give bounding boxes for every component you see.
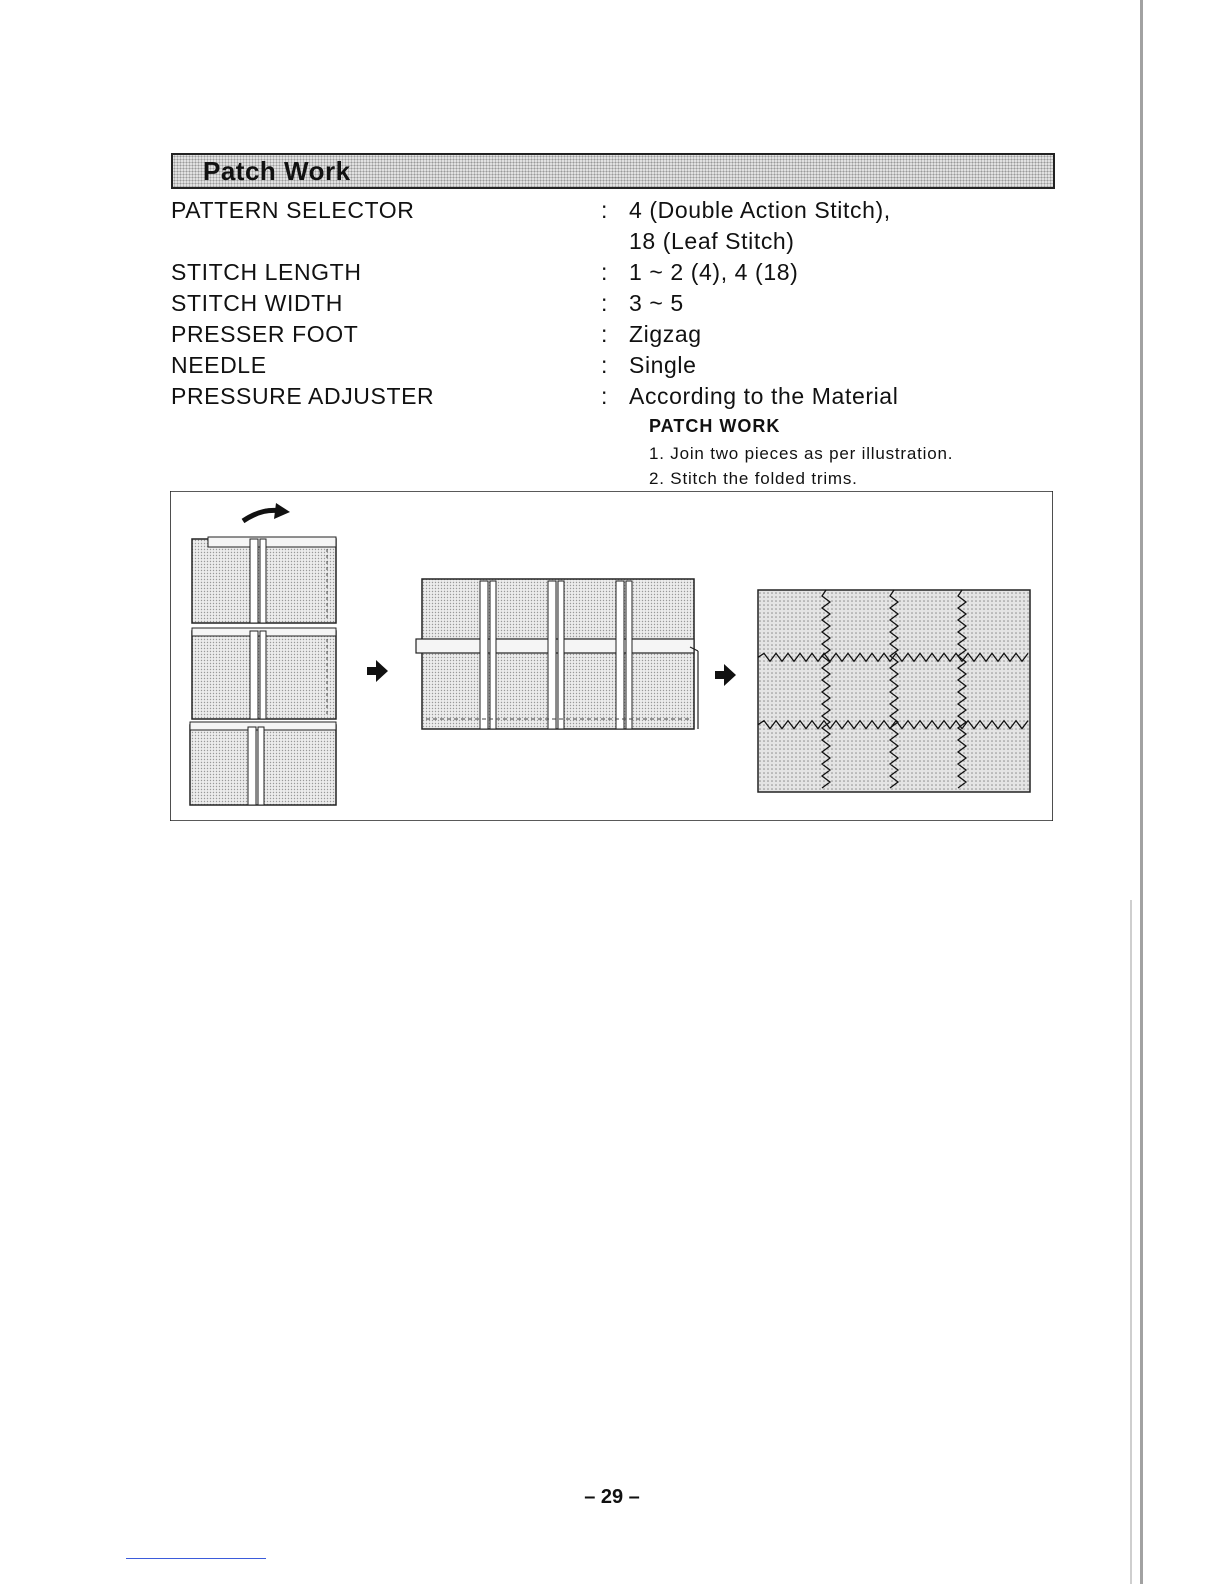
spec-colon: : [601,321,608,347]
spec-value: Zigzag [629,321,702,347]
patchwork-illustration [170,491,1053,821]
arrowhead-icon [274,503,290,519]
panel-finished-patchwork [758,590,1030,792]
page-number: – 29 – [584,1486,640,1508]
instruction-step: 1. Join two pieces as per illustration. [649,444,954,463]
folded-strip [192,628,336,719]
spec-colon: : [601,197,608,223]
right-arrow-icon [715,664,736,686]
page-edge-line [1130,900,1132,1584]
spec-label: PRESSER FOOT [171,321,359,347]
section-title: Patch Work [203,156,351,186]
spec-value-line2: 18 (Leaf Stitch) [629,228,795,254]
panel-folded-strips [190,503,336,805]
spec-colon: : [601,259,608,285]
spec-colon: : [601,290,608,316]
footer-rule [126,1558,266,1559]
spec-value: 3 ~ 5 [629,290,684,316]
right-arrow-icon [367,660,388,682]
spec-value: According to the Material [629,383,899,409]
spec-value: Single [629,352,697,378]
section-title-bar [171,153,1055,189]
spec-colon: : [601,352,608,378]
spec-label: STITCH LENGTH [171,259,362,285]
spec-label: STITCH WIDTH [171,290,344,316]
spec-label: PATTERN SELECTOR [171,197,415,223]
spec-value: 1 ~ 2 (4), 4 (18) [629,259,799,285]
spec-colon: : [601,383,608,409]
instructions-heading: PATCH WORK [649,416,781,436]
instruction-step: 2. Stitch the folded trims. [649,469,858,488]
folded-strip [190,722,336,805]
spec-label: PRESSURE ADJUSTER [171,383,435,409]
folded-strip [192,537,336,623]
panel-joined-strips [416,579,698,729]
illustration-svg [170,491,1053,821]
spec-label: NEEDLE [171,352,267,378]
page-edge-line [1140,0,1143,1584]
spec-value: 4 (Double Action Stitch), [629,197,891,223]
